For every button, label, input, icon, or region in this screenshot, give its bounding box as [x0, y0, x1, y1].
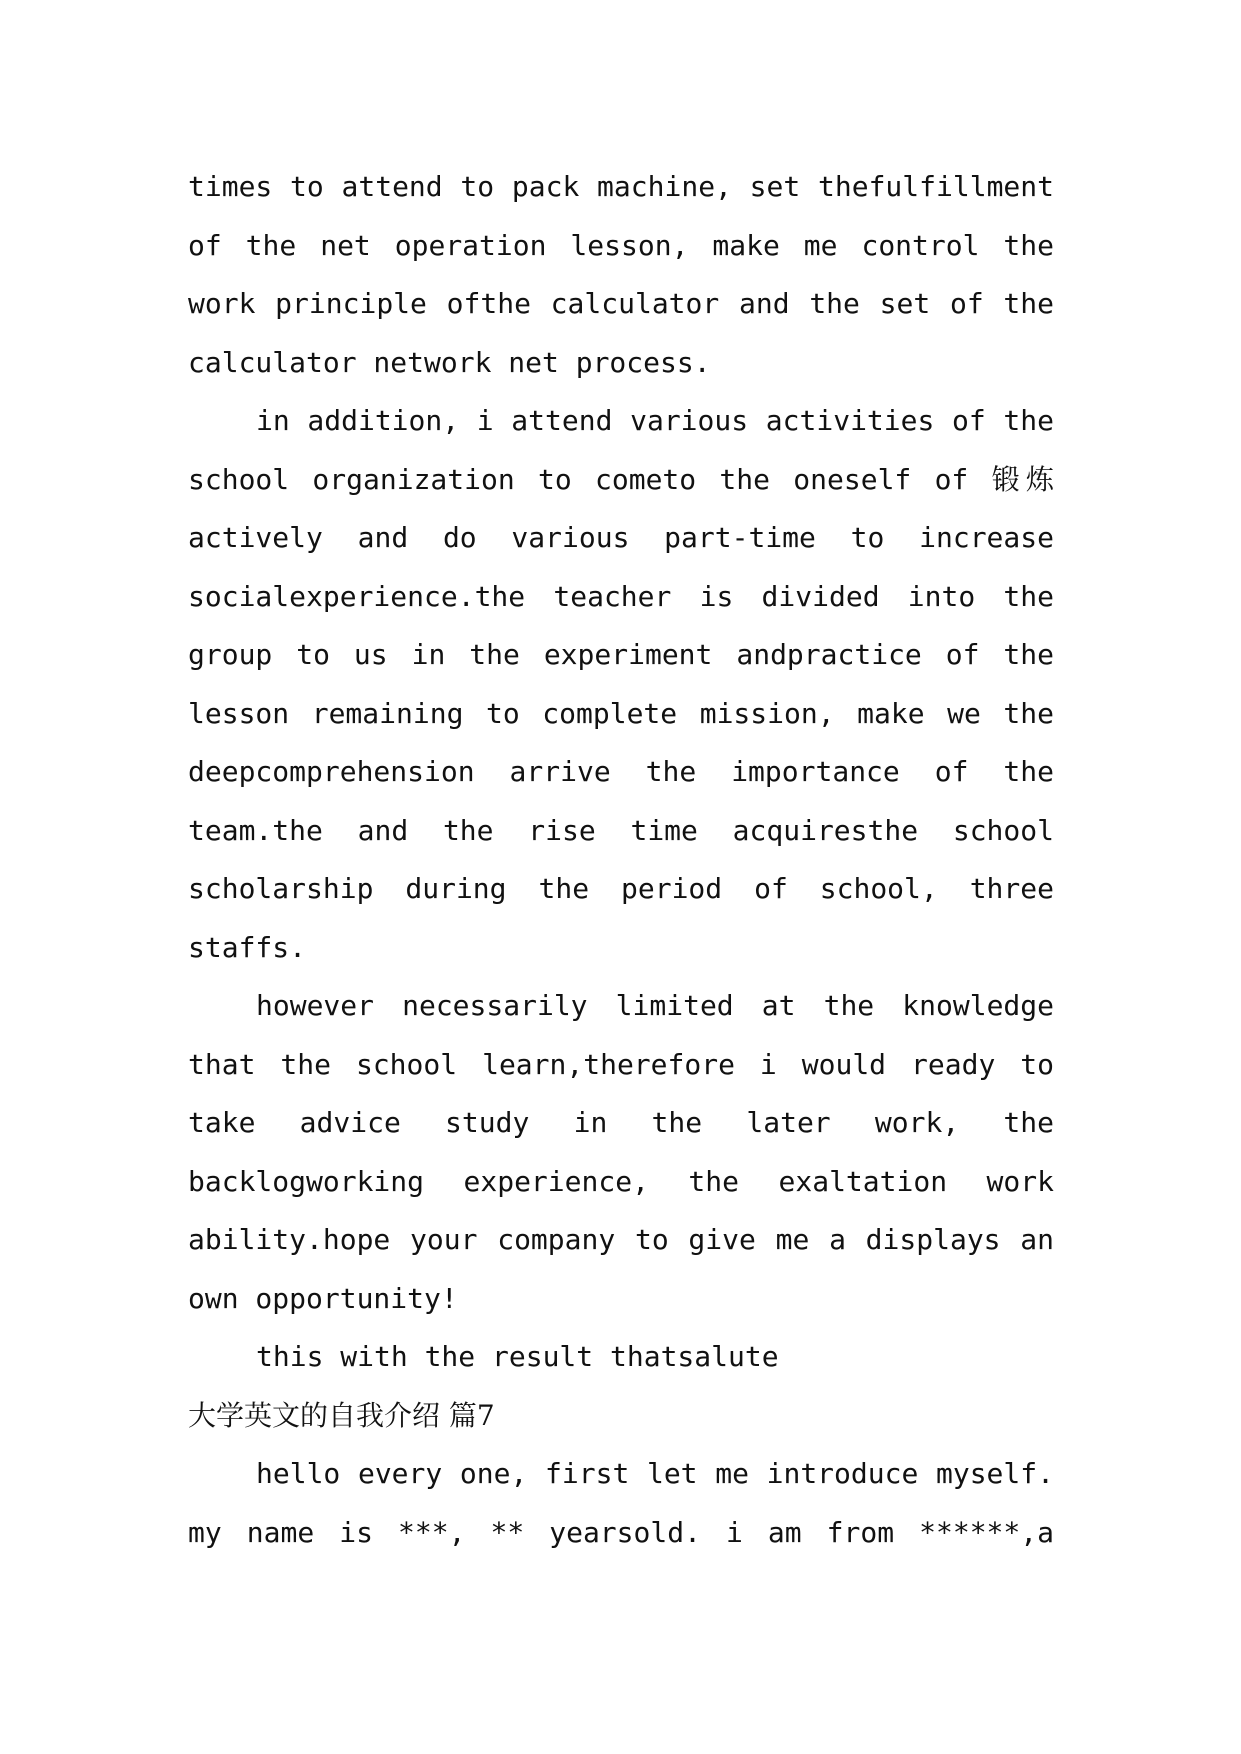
text-line: times to attend to pack machine, set thefulfillment — [188, 170, 1054, 203]
text-line: deepcomprehension arrive the importance of the — [188, 755, 1054, 788]
text-line: take advice study in the later work, the — [188, 1106, 1054, 1139]
document-body — [188, 158, 1054, 1562]
text-line: team.the and the rise time acquiresthe school — [188, 813, 1054, 847]
text-line: lesson remaining to complete mission, make we the — [188, 696, 1054, 730]
text-line: socialexperience.the teacher is divided into the — [188, 579, 1054, 613]
text-line: ability.hope your company to give me a displays an — [188, 1223, 1054, 1256]
text-line: that the school learn,therefore i would ready to — [188, 1047, 1054, 1081]
text-line: school organization to cometo the oneself of 锻炼 — [188, 462, 1054, 496]
text-line: backlogworking experience, the exaltation work — [188, 1164, 1054, 1198]
text-line: scholarship during the period of school, three — [188, 872, 1054, 905]
text-line: staffs. — [188, 930, 307, 964]
text-line: own opportunity! — [188, 1281, 458, 1315]
text-line: of the net operation lesson, make me control the — [188, 228, 1054, 262]
paragraph-first-line: however necessarily limited at the knowledge — [256, 989, 1054, 1022]
text-line: work principle ofthe calculator and the set of the — [188, 287, 1054, 320]
text-line: my name is ***, ** yearsold. i am from ******,a — [188, 1515, 1054, 1549]
paragraph-first-line: in addition, i attend various activities of the — [256, 404, 1054, 437]
closing-line: this with the result thatsalute — [256, 1340, 779, 1373]
section-heading: 大学英文的自我介绍 篇7 — [188, 1398, 495, 1432]
text-line: calculator network net process. — [188, 345, 711, 379]
paragraph-first-line: hello every one, first let me introduce myself. — [256, 1457, 1054, 1490]
text-line: actively and do various part-time to increase — [188, 521, 1054, 554]
text-line: group to us in the experiment andpractice of the — [188, 638, 1054, 671]
